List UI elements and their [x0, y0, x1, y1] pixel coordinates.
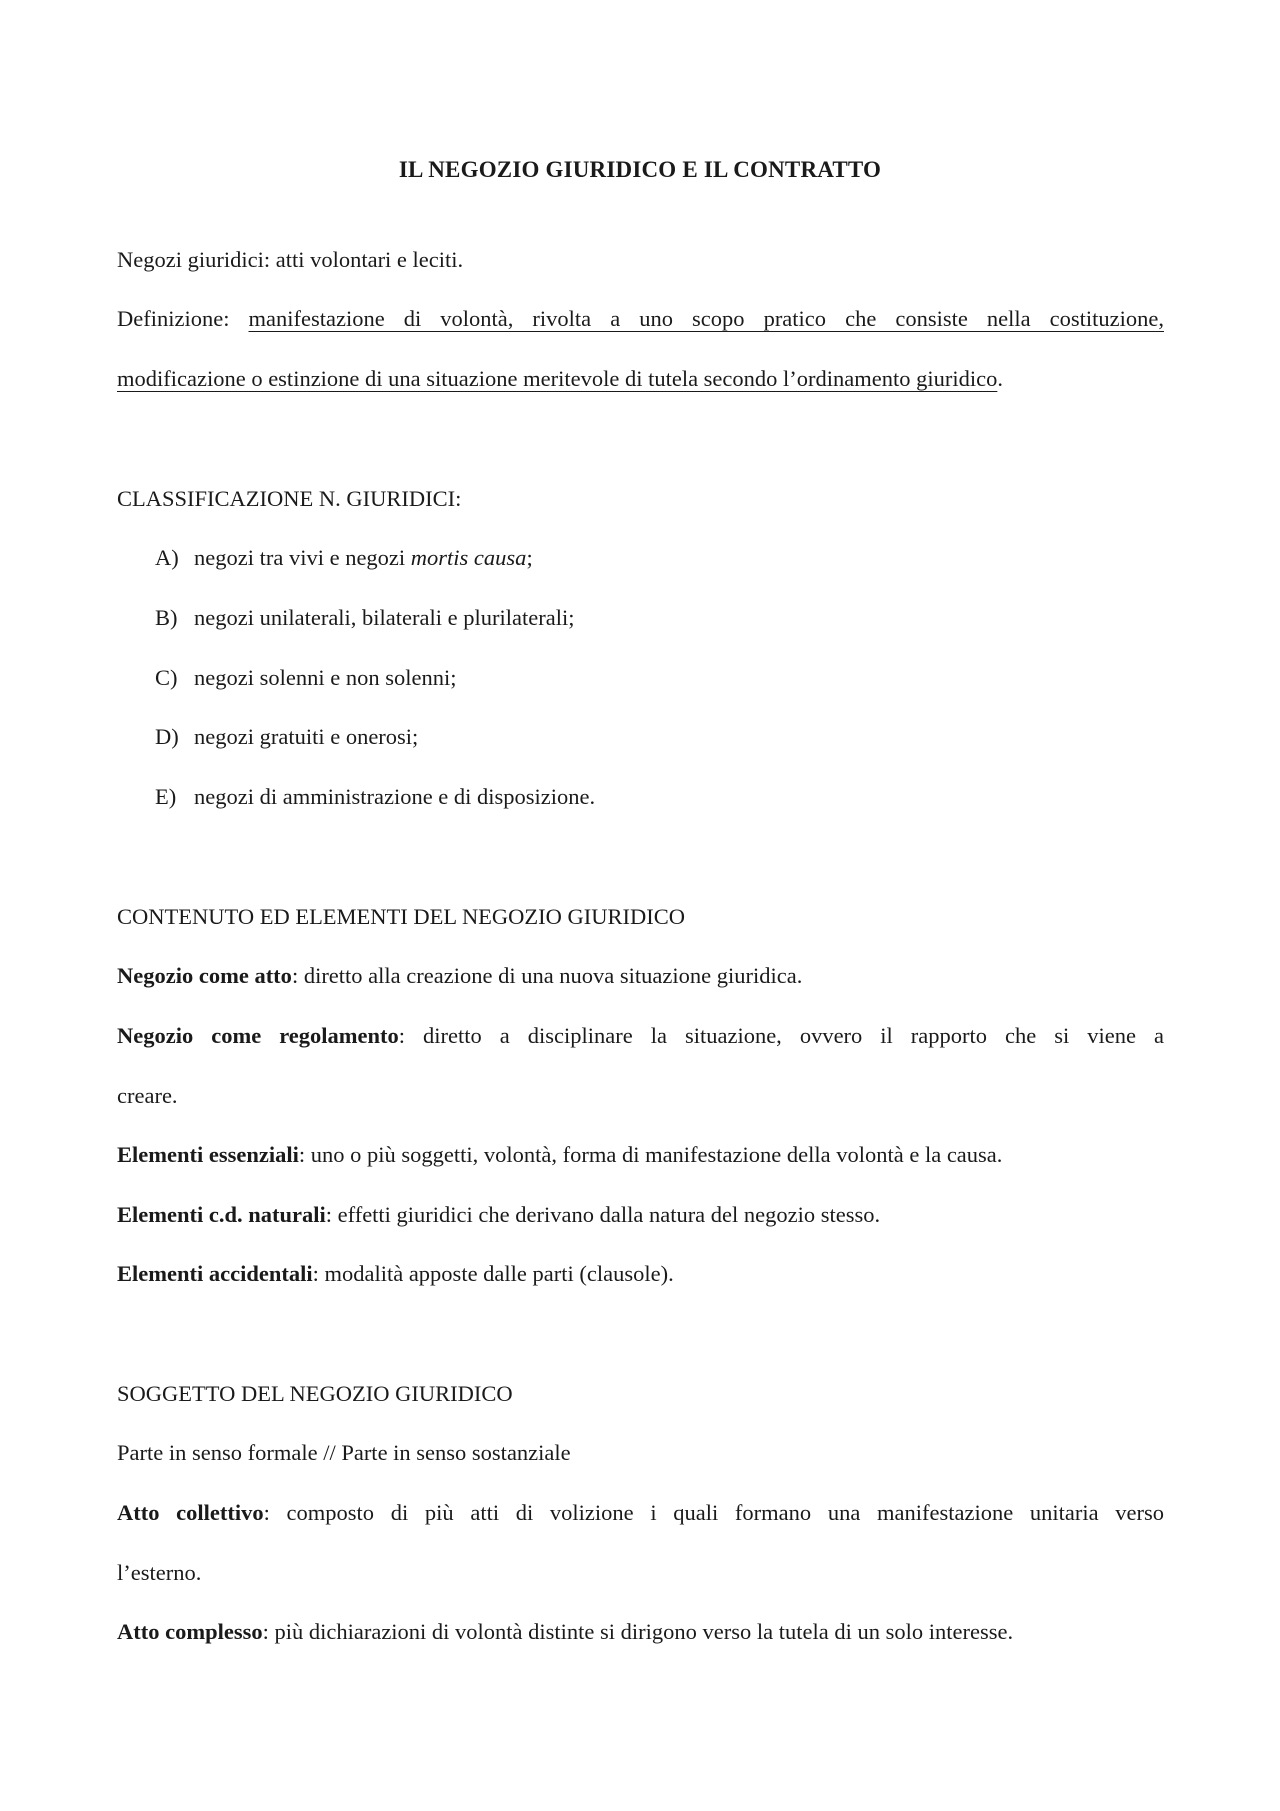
complesso-text: : più dichiarazioni di volontà distinte si dirigono verso la tutela di un solo interesse. [262, 1619, 1014, 1644]
list-marker: A) [155, 545, 179, 570]
list-text-italic: mortis causa [410, 545, 527, 570]
collettivo-text-1: : composto di più atti di volizione i quali formano una manifestazione unitaria verso [263, 1500, 1164, 1525]
collettivo-line-2: l’esterno. [117, 1560, 202, 1585]
definition-line-1 [117, 304, 1164, 334]
list-item [155, 782, 595, 812]
atto-label: Negozio come atto [117, 963, 292, 988]
list-marker: B) [155, 605, 178, 630]
list-text-end: ; [526, 545, 533, 570]
list-item [155, 603, 574, 633]
complesso-label: Atto complesso [117, 1619, 263, 1644]
list-marker: E) [155, 784, 177, 809]
naturali-label: Elementi c.d. naturali [117, 1202, 326, 1227]
regolamento-text-1: : diretto a disciplinare la situazione, ovvero il rapporto che si viene a [398, 1023, 1164, 1048]
naturali-line [117, 1200, 1164, 1230]
regolamento-line-1 [117, 1021, 1164, 1051]
naturali-text: : effetti giuridici che derivano dalla natura del negozio stesso. [325, 1202, 881, 1227]
list-marker: C) [155, 665, 178, 690]
intro-line: Negozi giuridici: atti volontari e leciti. [117, 247, 464, 272]
definition-label: Definizione: [117, 306, 249, 331]
accidentali-line [117, 1259, 1164, 1289]
collettivo-label: Atto collettivo [117, 1500, 264, 1525]
complesso-line [117, 1617, 1164, 1647]
content-heading: CONTENUTO ED ELEMENTI DEL NEGOZIO GIURIDICO [117, 904, 686, 929]
list-text: negozi di amministrazione e di disposizione. [194, 784, 596, 809]
essenziali-line [117, 1140, 1164, 1170]
definition-text-1: manifestazione di volontà, rivolta a uno scopo pratico che consiste nella costituzione, [248, 306, 1164, 331]
list-text: negozi tra vivi e negozi [194, 545, 411, 570]
parte-line: Parte in senso formale // Parte in senso sostanziale [117, 1440, 571, 1465]
classification-heading: CLASSIFICAZIONE N. GIURIDICI: [117, 486, 462, 511]
essenziali-text: : uno o più soggetti, volontà, forma di manifestazione della volontà e la causa. [298, 1142, 1003, 1167]
definition-end: . [997, 366, 1003, 391]
list-text: negozi unilaterali, bilaterali e plurilaterali; [194, 605, 575, 630]
collettivo-line-1 [117, 1498, 1164, 1528]
atto-text: : diretto alla creazione di una nuova situazione giuridica. [291, 963, 803, 988]
accidentali-text: : modalità apposte dalle parti (clausole). [312, 1261, 674, 1286]
list-marker: D) [155, 724, 179, 749]
regolamento-line-2: creare. [117, 1083, 178, 1108]
subject-heading: SOGGETTO DEL NEGOZIO GIURIDICO [117, 1381, 513, 1406]
atto-line [117, 961, 1164, 991]
essenziali-label: Elementi essenziali [117, 1142, 299, 1167]
definition-text-2: modificazione o estinzione di una situazione meritevole di tutela secondo l’ordinamento giuridico [117, 366, 998, 391]
list-item [155, 663, 456, 693]
list-text: negozi solenni e non solenni; [194, 665, 457, 690]
definition-line-2 [117, 364, 1164, 394]
list-item [155, 543, 533, 573]
list-text: negozi gratuiti e onerosi; [194, 724, 419, 749]
accidentali-label: Elementi accidentali [117, 1261, 313, 1286]
document-title: IL NEGOZIO GIURIDICO E IL CONTRATTO [398, 157, 882, 182]
list-item [155, 722, 418, 752]
regolamento-label: Negozio come regolamento [117, 1023, 399, 1048]
